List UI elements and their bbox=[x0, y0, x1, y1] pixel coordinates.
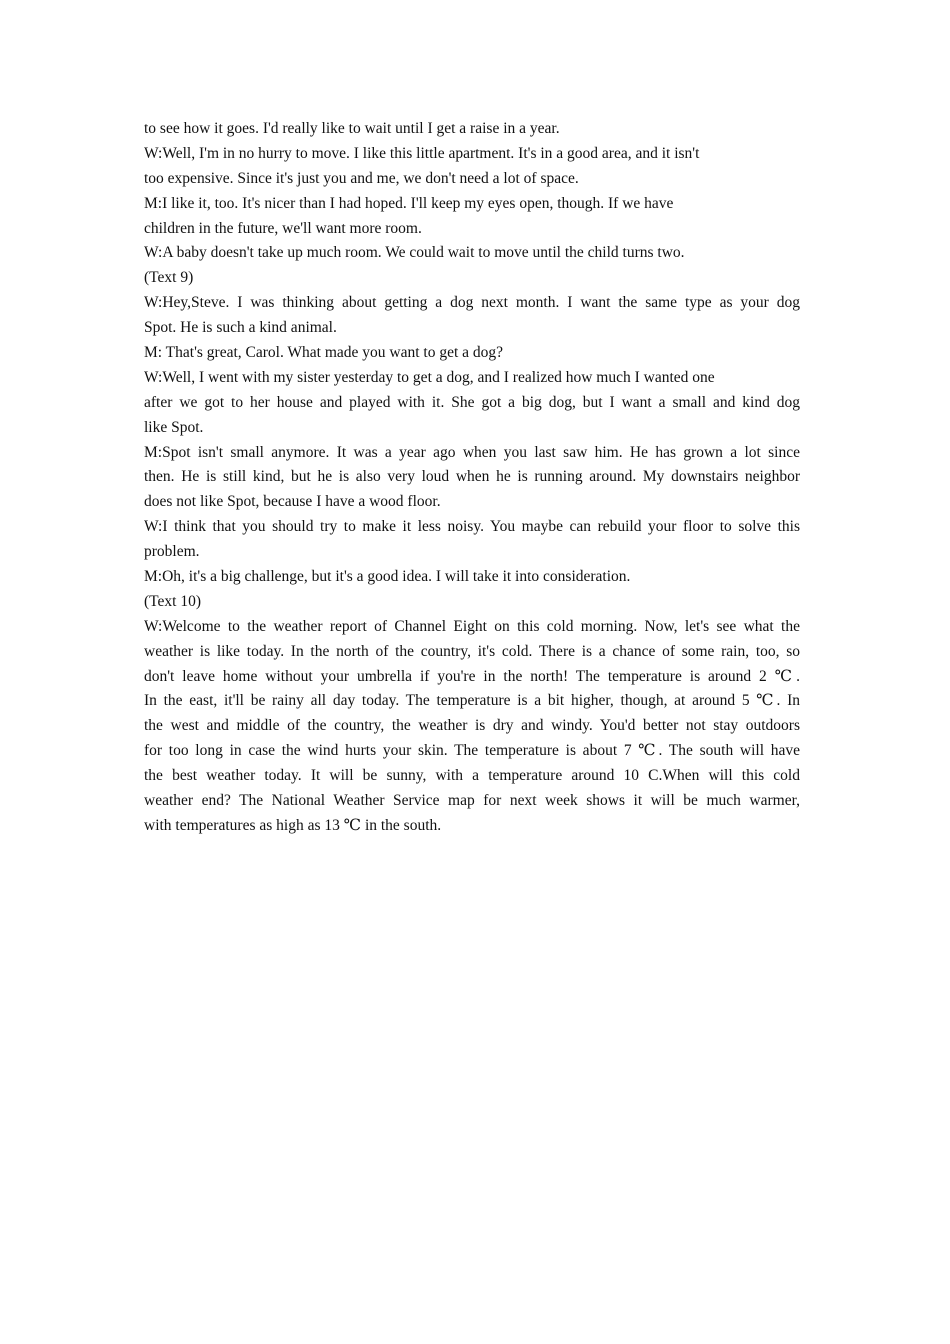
text-line: like Spot. bbox=[144, 418, 204, 436]
text-line: W:Well, I'm in no hurry to move. I like this little apartment. It's in a good area, and it isn't bbox=[144, 144, 700, 162]
text-line: children in the future, we'll want more room. bbox=[144, 219, 422, 237]
transcript-text bbox=[144, 117, 800, 839]
text-line: weather is like today. In the north of the country, it's cold. There is a chance of some rain, too, so bbox=[144, 642, 800, 660]
text-line: with temperatures as high as 13 ℃ in the south. bbox=[144, 816, 442, 834]
text-line: (Text 9) bbox=[144, 269, 194, 287]
text-line: In the east, it'll be rainy all day today. The temperature is a bit higher, though, at around 5 ℃. In bbox=[144, 692, 800, 710]
text-line: the best weather today. It will be sunny, with a temperature around 10 C.When will this cold bbox=[144, 767, 800, 785]
text-line: W:Well, I went with my sister yesterday to get a dog, and I realized how much I wanted one bbox=[144, 368, 715, 386]
text-line: then. He is still kind, but he is also very loud when he is running around. My downstairs neighbor bbox=[144, 468, 800, 486]
text-line: the west and middle of the country, the weather is dry and windy. You'd better not stay outdoors bbox=[144, 717, 800, 735]
text-line: W:Welcome to the weather report of Channel Eight on this cold morning. Now, let's see what the bbox=[144, 617, 800, 635]
text-line: don't leave home without your umbrella if you're in the north! The temperature is around 2 ℃. bbox=[144, 667, 800, 685]
text-line: M:Oh, it's a big challenge, but it's a good idea. I will take it into consideration. bbox=[144, 568, 631, 586]
text-line: problem. bbox=[144, 543, 200, 561]
text-line: after we got to her house and played with it. She got a big dog, but I want a small and kind dog bbox=[144, 393, 800, 411]
text-line: too expensive. Since it's just you and me, we don't need a lot of space. bbox=[144, 169, 579, 187]
text-line: M:Spot isn't small anymore. It was a year ago when you last saw him. He has grown a lot since bbox=[144, 443, 800, 461]
text-line: Spot. He is such a kind animal. bbox=[144, 319, 337, 337]
text-line: M: That's great, Carol. What made you want to get a dog? bbox=[144, 344, 504, 362]
text-line: for too long in case the wind hurts your skin. The temperature is about 7 ℃. The south will have bbox=[144, 742, 800, 760]
text-line: W:A baby doesn't take up much room. We could wait to move until the child turns two. bbox=[144, 244, 685, 262]
text-line: W:I think that you should try to make it less noisy. You maybe can rebuild your floor to solve this bbox=[144, 518, 800, 536]
text-line: W:Hey,Steve. I was thinking about getting a dog next month. I want the same type as your dog bbox=[144, 294, 800, 312]
text-line: to see how it goes. I'd really like to wait until I get a raise in a year. bbox=[144, 120, 560, 137]
text-line: M:I like it, too. It's nicer than I had hoped. I'll keep my eyes open, though. If we have bbox=[144, 194, 674, 212]
text-line: does not like Spot, because I have a wood floor. bbox=[144, 493, 441, 511]
text-line: (Text 10) bbox=[144, 592, 202, 610]
text-line: weather end? The National Weather Service map for next week shows it will be much warmer, bbox=[144, 792, 800, 810]
